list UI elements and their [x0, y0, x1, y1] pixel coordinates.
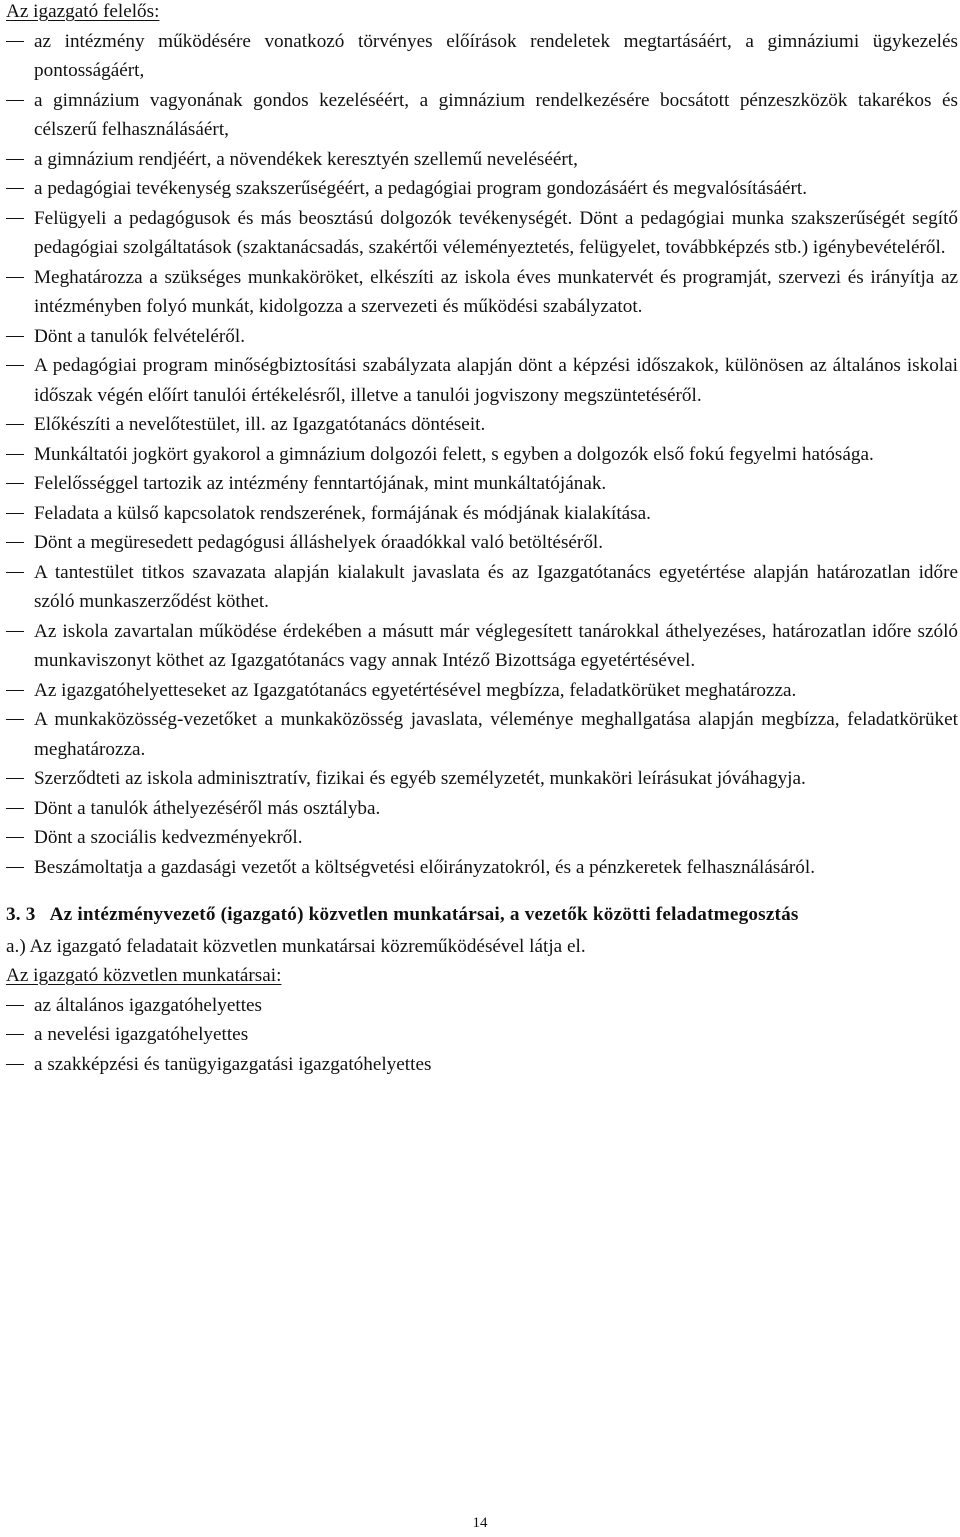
list-item-text: Meghatározza a szükséges munkaköröket, elkészíti az iskola éves munkatervét és programját, szervezi és irányítja az intézményben folyó munkát, kidolgozza a szervezeti és működési szabályzatot.: [34, 266, 958, 317]
intro-paragraph: a.) Az igazgató feladatait közvetlen munkatársai közreműködésével látja el.: [6, 935, 586, 957]
dash-bullet-icon: [6, 808, 24, 809]
list-item: [6, 440, 958, 470]
list-item: [6, 469, 958, 499]
list-item: [6, 764, 958, 794]
list-item: [6, 263, 958, 322]
list-item: [6, 991, 958, 1021]
list-item: [6, 853, 958, 883]
list-item: [6, 676, 958, 706]
list-item-text: a gimnázium vagyonának gondos kezeléséért, a gimnázium rendelkezésére bocsátott pénzeszközök takarékos és célszerű felhasználásáért,: [34, 89, 958, 140]
dash-bullet-icon: [6, 188, 24, 189]
list-item: [6, 499, 958, 529]
list-item-text: Előkészíti a nevelőtestület, ill. az Igazgatótanács döntéseit.: [34, 414, 486, 435]
list-item: [6, 145, 958, 175]
list-item-text: Feladata a külső kapcsolatok rendszerének, formájának és módjának kialakítása.: [34, 502, 651, 524]
list-item-text: a szakképzési és tanügyigazgatási igazgatóhelyettes: [34, 1053, 432, 1075]
dash-bullet-icon: [6, 483, 24, 484]
list-item-text: Dönt a megüresedett pedagógusi álláshelyek óraadókkal való betöltéséről.: [34, 532, 604, 553]
list-item-text: Munkáltatói jogkört gyakorol a gimnázium dolgozói felett, s egyben a dolgozók első fokú fegyelmi hatósága.: [34, 443, 874, 465]
dash-bullet-icon: [6, 690, 24, 691]
list-item-text: Szerződteti az iskola adminisztratív, fizikai és egyéb személyzetét, munkaköri leírásukat jóváhagyja.: [34, 768, 806, 789]
list-item-text: a nevelési igazgatóhelyettes: [34, 1024, 249, 1045]
list-item-text: Az igazgatóhelyetteseket az Igazgatótanács egyetértésével megbízza, feladatkörüket meghatározza.: [34, 679, 797, 701]
dash-bullet-icon: [6, 867, 24, 868]
dash-bullet-icon: [6, 365, 24, 366]
dash-bullet-icon: [6, 41, 24, 42]
list-item: [6, 1020, 958, 1050]
dash-bullet-icon: [6, 631, 24, 632]
list-item: [6, 1050, 958, 1080]
list-item-text: Felelősséggel tartozik az intézmény fenntartójának, mint munkáltatójának.: [34, 473, 607, 494]
section-heading: [6, 900, 958, 930]
dash-bullet-icon: [6, 1064, 24, 1065]
list-item: [6, 794, 958, 824]
dash-bullet-icon: [6, 1034, 24, 1035]
list-item: [6, 705, 958, 764]
list-item-text: A tantestület titkos szavazata alapján kialakult javaslata és az Igazgatótanács egyetértése alapján határozatlan időre szóló munkaszerződést köthet.: [34, 561, 958, 612]
dash-bullet-icon: [6, 336, 24, 337]
list-item-text: a pedagógiai tevékenység szakszerűségéért, a pedagógiai program gondozásáért és megvalósításáért.: [34, 178, 808, 199]
list-item-text: Dönt a tanulók áthelyezéséről más osztályba.: [34, 797, 381, 819]
dash-bullet-icon: [6, 542, 24, 543]
deputies-list: [6, 991, 958, 1080]
section-number: 3. 3: [6, 904, 36, 925]
list-item: [6, 823, 958, 853]
dash-bullet-icon: [6, 837, 24, 838]
list-item-text: Felügyeli a pedagógusok és más beosztású dolgozók tevékenységét. Dönt a pedagógiai munka szakszerűségét segítő pedagógiai szolgáltatások (szaktanácsadás, szakértői véleményeztetés, felügyelet, továbbképzés stb.) igénybevételéről.: [34, 207, 958, 258]
dash-bullet-icon: [6, 778, 24, 779]
list-item: [6, 86, 958, 145]
dash-bullet-icon: [6, 719, 24, 720]
dash-bullet-icon: [6, 572, 24, 573]
list-item: [6, 204, 958, 263]
list-item-text: a gimnázium rendjéért, a növendékek keresztyén szellemű neveléséért,: [34, 148, 578, 170]
list-item-text: Dönt a szociális kedvezményekről.: [34, 827, 303, 848]
list-item-text: az általános igazgatóhelyettes: [34, 994, 263, 1016]
list-item: [6, 528, 958, 558]
list-item-text: Az iskola zavartalan működése érdekében a másutt már véglegesített tanárokkal áthelyezéses, határozatlan időre szóló munkaviszonyt köthet az Igazgatótanács vagy annak Intéző Bizottsága egyetértésével.: [34, 620, 958, 671]
duties-list: [6, 27, 958, 883]
list-item: [6, 322, 958, 352]
page-number: 14: [472, 1515, 488, 1531]
list-item: [6, 558, 958, 617]
dash-bullet-icon: [6, 513, 24, 514]
dash-bullet-icon: [6, 159, 24, 160]
list-item: [6, 174, 958, 204]
duties-heading: Az igazgató felelős:: [6, 1, 160, 22]
dash-bullet-icon: [6, 454, 24, 455]
list-item: [6, 617, 958, 676]
list-item-text: Beszámoltatja a gazdasági vezetőt a költségvetési előirányzatokról, és a pénzkeretek felhasználásáról.: [34, 856, 816, 878]
section-title: Az intézményvezető (igazgató) közvetlen munkatársai, a vezetők közötti feladatmegosztás: [49, 904, 799, 925]
list-item: [6, 351, 958, 410]
dash-bullet-icon: [6, 1005, 24, 1006]
list-item: [6, 27, 958, 86]
list-item-text: Dönt a tanulók felvételéről.: [34, 325, 245, 347]
list-item-text: A pedagógiai program minőségbiztosítási szabályzata alapján dönt a képzési időszakok, különösen az általános iskolai időszak végén előírt tanulói értékelésről, illetve a tanulói jogviszony megszüntetéséről.: [34, 355, 958, 406]
dash-bullet-icon: [6, 277, 24, 278]
dash-bullet-icon: [6, 424, 24, 425]
deputies-heading: Az igazgató közvetlen munkatársai:: [6, 965, 282, 986]
list-item-text: az intézmény működésére vonatkozó törvényes előírások rendeletek megtartásáért, a gimnáziumi ügykezelés pontosságáért,: [34, 30, 958, 81]
list-item: [6, 410, 958, 440]
list-item-text: A munkaközösség-vezetőket a munkaközösség javaslata, véleménye meghallgatása alapján megbízza, feladatkörüket meghatározza.: [34, 709, 958, 760]
document-page: [6, 0, 958, 1079]
dash-bullet-icon: [6, 100, 24, 101]
dash-bullet-icon: [6, 218, 24, 219]
